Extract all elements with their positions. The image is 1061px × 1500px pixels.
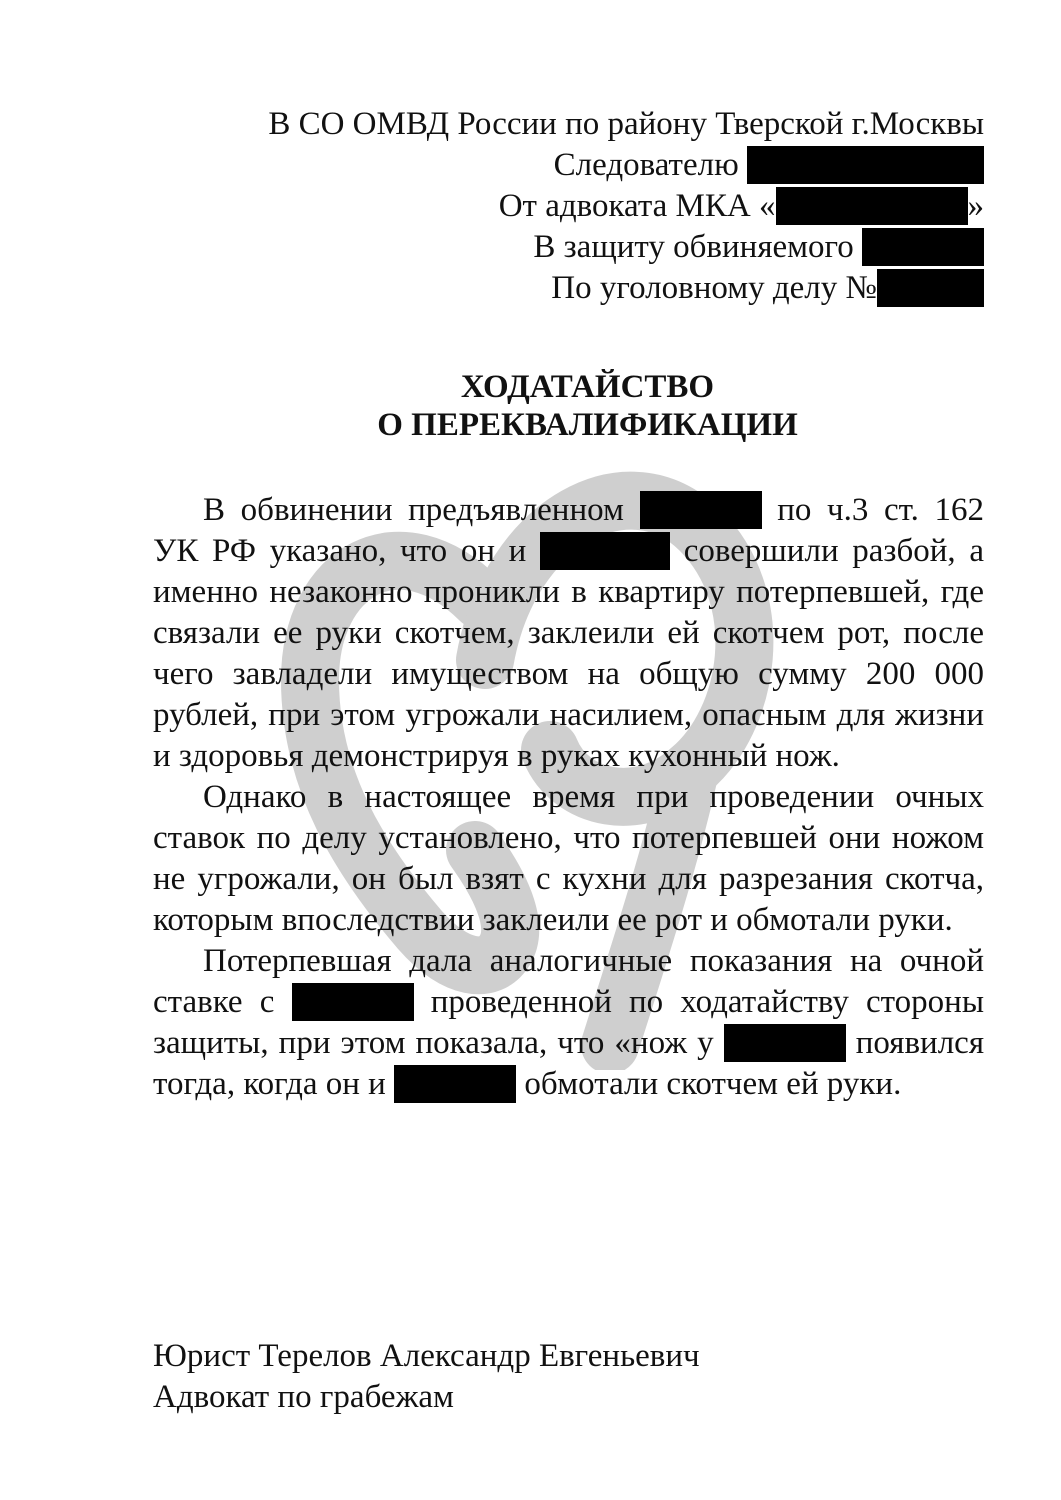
signature-block [153,1336,700,1418]
addressee-block [124,104,984,309]
redaction-bar [877,269,984,307]
redaction-bar [776,187,968,225]
body-paragraph-2: Однако в настоящее время при проведении очных ставок по делу установлено, что потерпевшей они ножом не угрожали, он был взят с кухни для разрезания скотча, которым впоследствии заклеили ее рот и обмотали руки. [153,779,984,938]
redaction-bar [540,532,670,570]
signature-title: Адвокат по грабежам [153,1379,454,1415]
document-title: ХОДАТАЙСТВО О ПЕРЕКВАЛИФИКАЦИИ [377,369,798,443]
redaction-bar [724,1024,846,1062]
addressee-line-5: По уголовному делу № [124,268,984,309]
body-paragraph-1: В обвинении предъявленном по ч.3 ст. 162 УК РФ указано, что он и совершили разбой, а именно незаконно проникли в квартиру потерпевшей, где связали ее руки скотчем, заклеили ей скотчем рот, после чего завладели имуществом на общую сумму 200 000 рублей, при этом угрожали насилием, опасным для жизни и здоровья демонстрируя в руках кухонный нож. [153,492,985,774]
document-body [153,490,984,1105]
redaction-bar [394,1065,516,1103]
addressee-line-3: От адвоката МКА « » [498,188,984,224]
redaction-bar [640,491,762,529]
addressee-line-1: В СО ОМВД России по району Тверской г.Москвы [268,106,984,142]
redaction-bar [292,983,414,1021]
addressee-line-2: Следователю [124,145,984,186]
addressee-line-4: В защиту обвиняемого [124,227,984,268]
redaction-bar [747,146,984,184]
signature-name: Юрист Терелов Александр Евгеньевич [153,1338,700,1374]
body-paragraph-3: Потерпевшая дала аналогичные показания на очной ставке с проведенной по ходатайству стороны защиты, при этом показала, что «нож у появился тогда, когда он и обмотали скотчем ей руки. [153,943,985,1102]
redaction-bar [862,228,984,266]
